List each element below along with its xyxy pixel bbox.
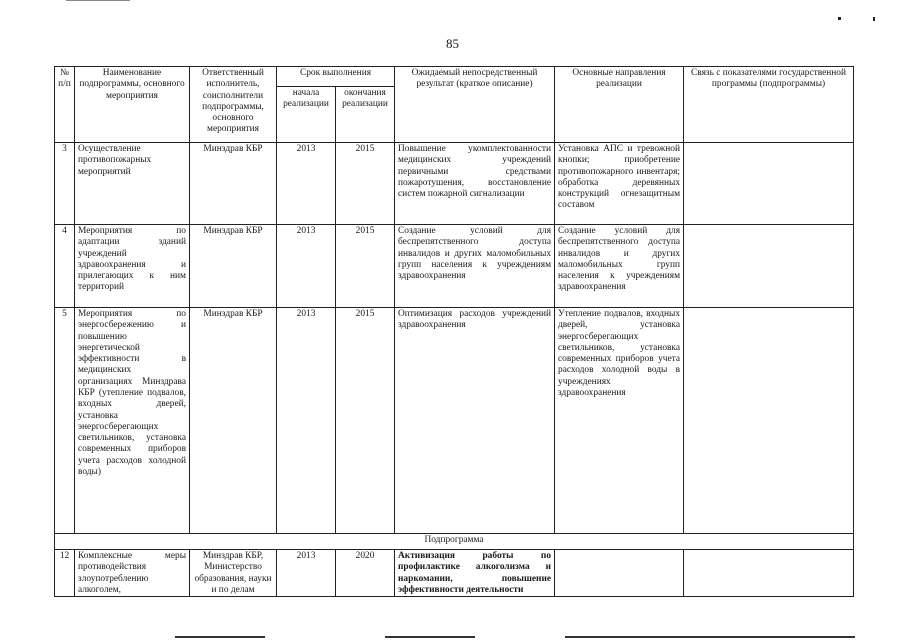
scan-mark <box>873 17 875 21</box>
footer-rule <box>385 636 475 638</box>
row-num: 4 <box>55 225 75 308</box>
row-name <box>75 143 190 225</box>
row-start: 2013 <box>277 225 336 308</box>
header-result: Ожидаемый непосредственный результат (краткое описание) <box>395 67 555 143</box>
row-name-text: Осуществление противопожарных мероприятий <box>78 144 152 177</box>
header-directions: Основные направления реализации <box>555 67 684 143</box>
table-row <box>55 143 854 225</box>
row-result-text: Повышение укомплектованности медицинских учреждений первичными средствами пожаротушения, восстановление систем пожарной сигнализации <box>398 144 552 200</box>
row-start: 2013 <box>277 308 336 534</box>
header-num: № п/п <box>55 67 75 143</box>
row-start: 2013 <box>277 143 336 225</box>
row-directions <box>555 143 684 225</box>
row-name <box>75 550 190 597</box>
header-responsible: Ответственный исполнитель, соисполнители подпрограммы, основного мероприятия <box>190 67 277 143</box>
table-row <box>55 225 854 308</box>
header-start: начала реализации <box>277 87 336 143</box>
row-responsible: Минздрав КБР <box>190 308 277 534</box>
header-period: Срок выполнения <box>277 67 395 87</box>
subprogram-row <box>55 534 854 550</box>
row-responsible <box>190 550 277 597</box>
footer-rule <box>565 636 855 638</box>
row-result <box>395 308 555 534</box>
top-scan-rule <box>66 0 130 1</box>
row-name-text: Комплексные меры противодействия злоупотреблению алкоголем, <box>78 551 186 595</box>
row-result-text: Активизация работы по профилактике алкоголизма и наркомании, повышение эффективности деятельности <box>398 551 552 595</box>
row-indicators <box>684 143 854 225</box>
program-table <box>54 66 854 597</box>
table-row <box>55 308 854 534</box>
row-num: 5 <box>55 308 75 534</box>
row-directions-text: Утепление подвалов, входных дверей, установка энергосберегающих светильников, установка современных приборов учета расходов холодной воды в учреждениях здравоохранения <box>558 309 681 398</box>
row-result-text: Создание условий для беспрепятственного доступа инвалидов и других маломобильных групп населения к учреждениям здравоохранения <box>398 226 552 282</box>
row-indicators <box>684 225 854 308</box>
row-indicators <box>684 550 854 597</box>
header-name: Наименование подпрограммы, основного мероприятия <box>75 67 190 143</box>
page-number: 85 <box>446 36 459 51</box>
scan-mark <box>838 17 841 20</box>
row-directions <box>555 308 684 534</box>
row-end: 2015 <box>336 143 395 225</box>
header-row <box>55 67 854 87</box>
row-directions <box>555 550 684 597</box>
row-directions <box>555 225 684 308</box>
row-end: 2015 <box>336 308 395 534</box>
row-num: 3 <box>55 143 75 225</box>
table-row <box>55 550 854 597</box>
row-result <box>395 550 555 597</box>
row-responsible: Минздрав КБР <box>190 143 277 225</box>
header-end: окончания реализации <box>336 87 395 143</box>
row-name <box>75 225 190 308</box>
row-responsible: Минздрав КБР <box>190 225 277 308</box>
row-result <box>395 225 555 308</box>
row-num: 12 <box>55 550 75 597</box>
row-result <box>395 143 555 225</box>
row-indicators <box>684 308 854 534</box>
row-start: 2013 <box>277 550 336 597</box>
footer-rule <box>175 636 265 638</box>
header-indicators: Связь с показателями государственной программы (подпрограммы) <box>684 67 854 143</box>
row-result-text: Оптимизация расходов учреждений здравоохранения <box>398 309 552 331</box>
row-end: 2020 <box>336 550 395 597</box>
row-name-text: Мероприятия по адаптации зданий учреждений здравоохранения и прилегающих к ним территорий <box>78 226 186 293</box>
subprogram-label: Подпрограмма <box>55 534 854 550</box>
row-name-text: Мероприятия по энергосбережению и повышению энергетической эффективности в медицинских организациях Минздрава КБР (утепление подвалов, входных дверей, установка энергосберегающих светильников, установка современных приборов учета расходов холодной воды) <box>78 309 186 477</box>
row-responsible-text: Минздрав КБР, Министерство образования, науки и по делам <box>194 551 272 595</box>
row-name <box>75 308 190 534</box>
row-end: 2015 <box>336 225 395 308</box>
row-directions-text: Установка АПС и тревожной кнопки; приобретение противопожарного инвентаря; обработка деревянных конструкций огнезащитным составом <box>558 144 681 211</box>
row-directions-text: Создание условий для беспрепятственного доступа инвалидов и других маломобильных групп населения к учреждениям здравоохранения <box>558 226 681 293</box>
